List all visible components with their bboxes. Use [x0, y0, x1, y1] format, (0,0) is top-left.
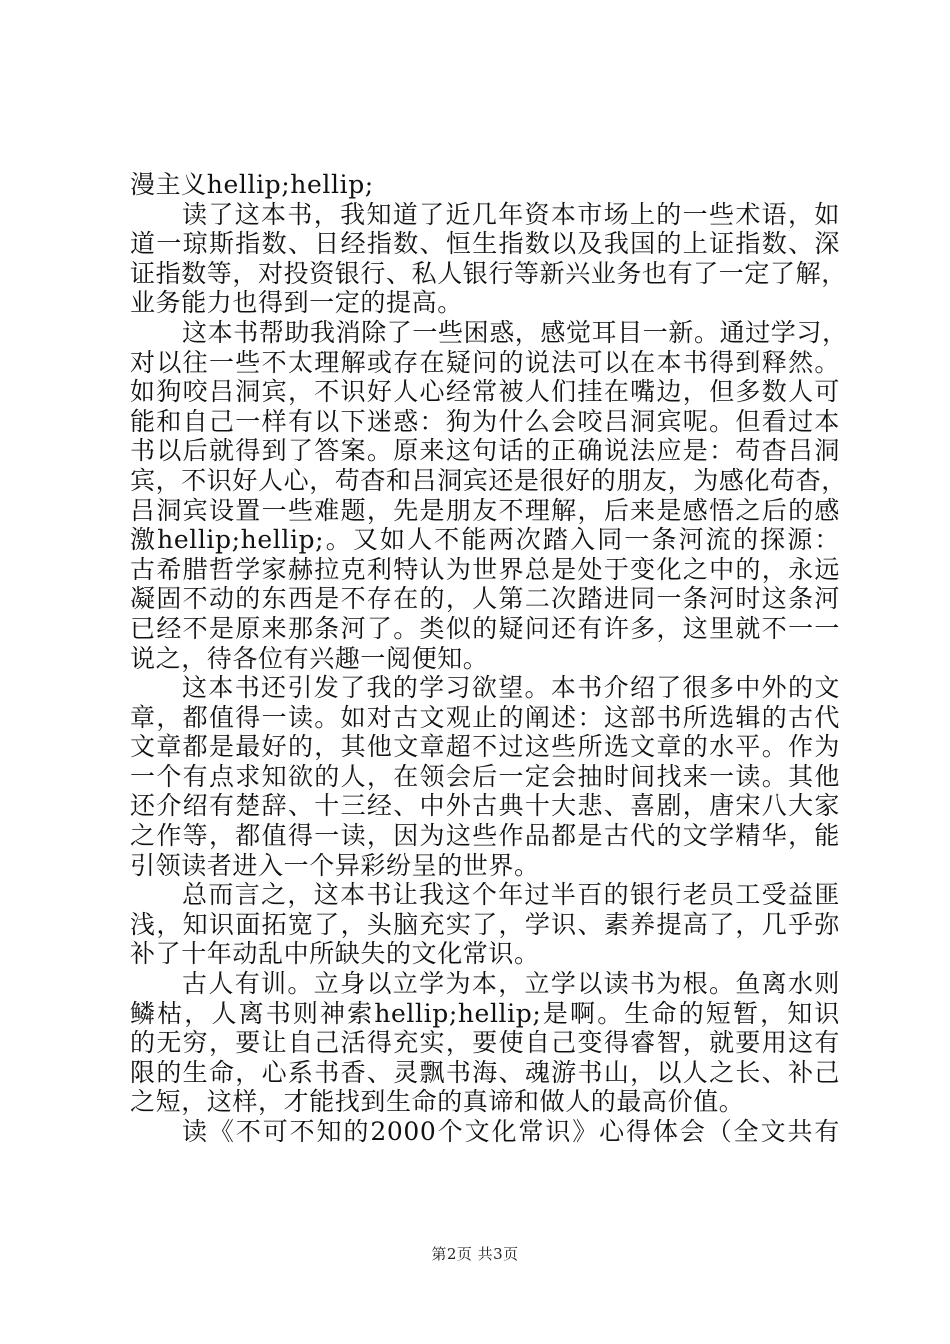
- text-line: 的无穷，要让自己活得充实，要使自己变得睿智，就要用这有: [130, 1028, 840, 1058]
- text-line: 文章都是最好的，其他文章超不过这些所选文章的水平。作为: [130, 732, 840, 762]
- text-line: 吕洞宾设置一些难题，先是朋友不理解，后来是感悟之后的感: [130, 495, 840, 525]
- text-line: 激hellip;hellip;。又如人不能两次踏入同一条河流的探源：: [130, 525, 840, 555]
- text-line: 浅，知识面拓宽了，头脑充实了，学识、素养提高了，几乎弥: [130, 909, 840, 939]
- text-line: 总而言之，这本书让我这个年过半百的银行老员工受益匪: [182, 880, 840, 910]
- text-line: 引领读者进入一个异彩纷呈的世界。: [130, 850, 540, 880]
- text-line: 古人有训。立身以立学为本，立学以读书为根。鱼离水则: [182, 969, 840, 999]
- text-line: 读了这本书，我知道了近几年资本市场上的一些术语，如: [182, 199, 840, 229]
- text-line: 读《不可不知的2000个文化常识》心得体会（全文共有: [182, 1117, 840, 1146]
- text-line: 补了十年动乱中所缺失的文化常识。: [130, 939, 540, 969]
- text-line: 之作等，都值得一读，因为这些作品都是古代的文学精华，能: [130, 821, 840, 851]
- body-text: [130, 170, 848, 1147]
- text-line: 凝固不动的东西是不存在的，人第二次踏进同一条河时这条河: [130, 584, 840, 614]
- text-line: 限的生命，心系书香、灵飘书海、魂游书山，以人之长、补己: [130, 1057, 840, 1087]
- text-line: 能和自己一样有以下迷惑：狗为什么会咬吕洞宾呢。但看过本: [130, 406, 840, 436]
- text-line: 宾，不识好人心，苟杳和吕洞宾还是很好的朋友，为感化苟杳，: [130, 465, 847, 495]
- text-line: 道一琼斯指数、日经指数、恒生指数以及我国的上证指数、深: [130, 229, 840, 259]
- text-line: 还介绍有楚辞、十三经、中外古典十大悲、喜剧，唐宋八大家: [130, 791, 840, 821]
- text-line: 之短，这样，才能找到生命的真谛和做人的最高价值。: [130, 1087, 745, 1117]
- text-line: 书以后就得到了答案。原来这句话的正确说法应是：苟杳吕洞: [130, 436, 840, 466]
- text-line: 古希腊哲学家赫拉克利特认为世界总是处于变化之中的，永远: [130, 554, 840, 584]
- text-line: 证指数等，对投资银行、私人银行等新兴业务也有了一定了解，: [130, 258, 847, 288]
- text-line: 漫主义hellip;hellip;: [130, 170, 374, 199]
- text-line: 如狗咬吕洞宾，不识好人心经常被人们挂在嘴边，但多数人可: [130, 377, 840, 407]
- text-line: 这本书帮助我消除了一些困惑，感觉耳目一新。通过学习，: [182, 317, 848, 347]
- text-line: 说之，待各位有兴趣一阅便知。: [130, 643, 489, 673]
- text-line: 章，都值得一读。如对古文观止的阐述：这部书所选辑的古代: [130, 702, 840, 732]
- text-line: 对以往一些不太理解或存在疑问的说法可以在本书得到释然。: [130, 347, 840, 377]
- text-line: 已经不是原来那条河了。类似的疑问还有许多，这里就不一一: [130, 613, 840, 643]
- text-line: 业务能力也得到一定的提高。: [130, 288, 463, 318]
- page-number-footer: 第2页 共3页: [431, 1245, 519, 1263]
- text-line: 一个有点求知欲的人，在领会后一定会抽时间找来一读。其他: [130, 761, 840, 791]
- text-line: 鳞枯，人离书则神索hellip;hellip;是啊。生命的短暂，知识: [130, 998, 840, 1028]
- text-line: 这本书还引发了我的学习欲望。本书介绍了很多中外的文: [182, 673, 840, 703]
